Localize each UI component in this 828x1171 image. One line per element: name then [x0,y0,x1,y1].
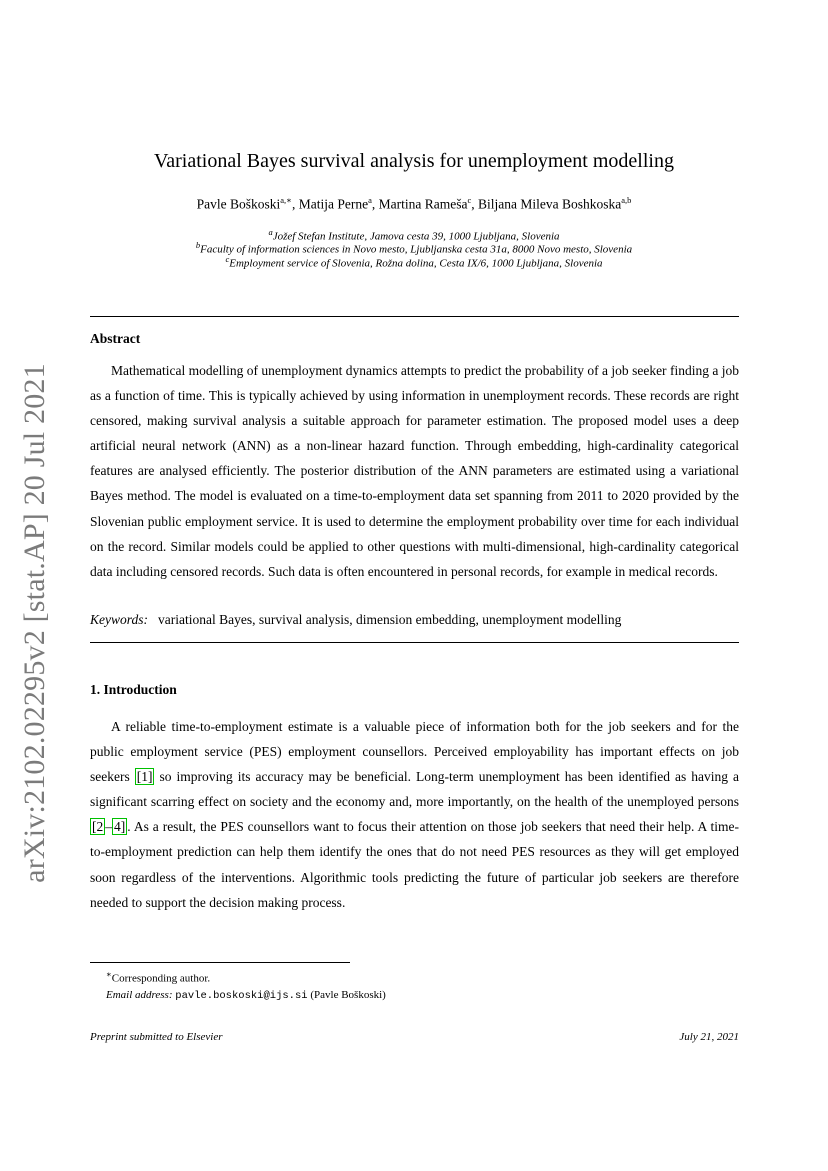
author-affil-mark: a,b [621,195,632,205]
author-affil-mark: a,∗ [280,195,292,205]
footnote [90,966,386,1004]
paper-title: Variational Bayes survival analysis for unemployment modelling [154,150,674,172]
keywords-text: variational Bayes, survival analysis, dimension embedding, unemployment modelling [158,612,622,627]
keywords-label: Keywords: [90,612,148,627]
arxiv-sidebar-stamp [18,363,52,883]
footnote-email: Email address: pavle.boskoski@ijs.si (Pavle Boškoski) [106,988,386,1002]
footer-date: July 21, 2021 [679,1031,739,1043]
author-affil-mark: a [368,195,372,205]
author-list: Pavle Boškoski$^{a,∗}$, Matija Perne$^a$, Martina Rameša$^c$, Biljana Mileva Boshkoska$^{a,b}$ [196,195,632,212]
abstract-heading: Abstract [90,331,141,346]
abstract-body [90,358,739,584]
citation-link[interactable]: [1] [136,769,153,785]
arxiv-identifier: arXiv:2102.02295v2 [stat.AP] 20 Jul 2021 [18,363,52,883]
citation-link[interactable]: 4] [114,819,126,835]
affiliation-b: $^b$Faculty of information sciences in Novo mesto, Ljubljanska cesta 31a, 8000 Novo mesto, Slovenia [195,240,633,256]
introduction-body [90,714,739,915]
footnote-rule [90,962,350,963]
affiliation-a: $^a$Jožef Stefan Institute, Jamova cesta 39, 1000 Ljubljana, Slovenia [268,227,560,243]
citation-link[interactable]: [2 [92,819,104,835]
keywords-line [90,612,621,628]
author-name: Pavle Boškoski [196,196,281,212]
author-affil-mark: c [467,195,472,205]
email-link[interactable]: pavle.boskoski@ijs.si [175,989,308,1002]
section-heading-introduction: 1. Introduction [90,682,177,697]
author-name: Biljana Mileva Boshkoska [477,196,622,212]
author-name: Martina Rameša [378,196,468,212]
footnote-corresponding: ∗Corresponding author. [106,969,211,985]
author-name: Matija Perne [298,196,369,212]
abstract-top-rule [90,316,739,317]
footer-preprint-note: Preprint submitted to Elsevier [90,1031,223,1043]
abstract-bottom-rule [90,642,739,643]
affiliation-c: $^c$Employment service of Slovenia, Rožna dolina, Cesta IX/6, 1000 Ljubljana, Slovenia [225,254,603,270]
introduction-paragraph: A reliable time-to-employment estimate is a valuable piece of information both for the job seekers and for the public employment service (PES) employment counsellors. Perceived employability has important effects on job seekers [1] so improving its accuracy may be beneficial. Long-term unemployment has been identified as having a significant scarring effect on society and the economy and, more importantly, on the health of the unemployed persons [2 – 4] . As a result, the PES counsellors want to focus their attention on those job seekers that need their help. A time-to-employment prediction can help them identify the ones that do not need PES resources as they will get employed soon regardless of the interventions. Algorithmic tools predicting the future of particular job seekers are therefore needed to support the decision making process. [90,719,739,910]
abstract-text: Mathematical modelling of unemployment dynamics attempts to predict the probability of a job seeker finding a job as a function of time. This is typically achieved by using information in unemployment records. These records are right censored, making survival analysis a suitable approach for parameter estimation. The proposed model uses a deep artificial neural network (ANN) as a non-linear hazard function. Through embedding, high-cardinality categorical features are analysed efficiently. The posterior distribution of the ANN parameters are estimated using a variational Bayes method. The model is evaluated on a time-to-employment data set spanning from 2011 to 2020 provided by the Slovenian public employment service. It is used to determine the employment probability over time for each individual on the record. Similar models could be applied to other questions with multi-dimensional, high-cardinality categorical data including censored records. Such data is often encountered in personal records, for example in medical records. [90,363,739,579]
